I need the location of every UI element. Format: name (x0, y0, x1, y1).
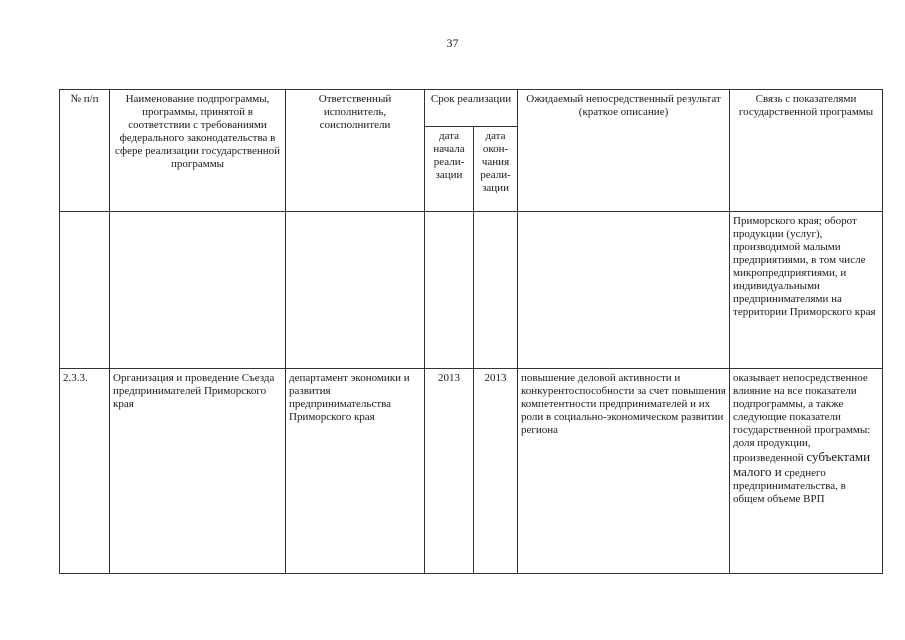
header-term: Срок реализации (425, 90, 518, 127)
cell-result: повышение деловой активности и конкурентоспособности за счет повышения компетентности предпринимателей и их роли в социально-экономическом развитии региона (518, 369, 730, 574)
table-row (60, 369, 883, 574)
cell-start (425, 212, 474, 369)
header-num: № п/п (60, 90, 110, 212)
table-header-row (60, 90, 883, 127)
header-start-date: дата начала реали-зации (425, 127, 474, 212)
header-name: Наименование подпрограммы, программы, принятой в соответствии с требованиями федерального законодательства в сфере реализации государственной программы (110, 90, 286, 212)
header-link: Связь с показателями государственной программы (730, 90, 883, 212)
program-table (59, 89, 883, 574)
cell-link-part3: среднего предпринимательства, в общем объеме ВРП (733, 467, 846, 505)
cell-num (60, 212, 110, 369)
cell-result (518, 212, 730, 369)
cell-start: 2013 (425, 369, 474, 574)
page-number: 37 (446, 36, 459, 50)
cell-num: 2.3.3. (60, 369, 110, 574)
cell-executor: департамент экономики и развития предпринимательства Приморского края (286, 369, 425, 574)
cell-link-part2: субъектами малого и (733, 449, 871, 479)
cell-link (730, 369, 883, 574)
cell-link-part1: оказывает непосредственное влияние на все показатели подпрограммы, а также следующие показатели государственной программы: доля продукции, произведенной (733, 372, 871, 464)
cell-name: Организация и проведение Съезда предпринимателей Приморского края (110, 369, 286, 574)
header-result: Ожидаемый непосредственный результат (краткое описание) (518, 90, 730, 212)
cell-end: 2013 (474, 369, 518, 574)
cell-executor (286, 212, 425, 369)
cell-link: Приморского края; оборот продукции (услуг), производимой малыми предприятиями, в том числе микропредприятиями, и индивидуальными предпринимателями на территории Приморского края (730, 212, 883, 369)
header-end-date: дата окон-чания реали-зации (474, 127, 518, 212)
table-row (60, 212, 883, 369)
cell-end (474, 212, 518, 369)
cell-name (110, 212, 286, 369)
header-executor: Ответственный исполнитель, соисполнители (286, 90, 425, 212)
